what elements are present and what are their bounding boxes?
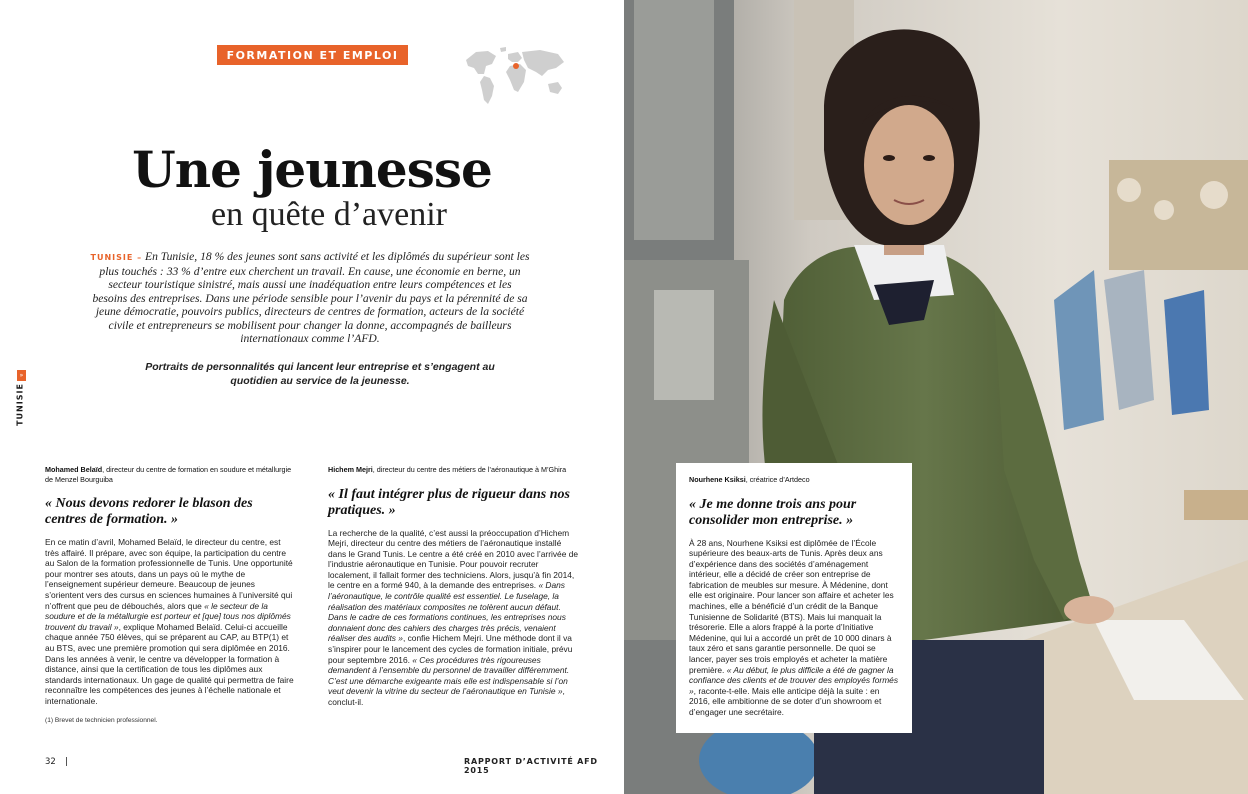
page-subtitle: en quête d’avenir	[211, 196, 447, 233]
footer-separator	[66, 757, 67, 766]
byline	[45, 465, 295, 484]
byline-role: , créatrice d’Artdeco	[745, 475, 810, 484]
byline-name: Nourhene Ksiksi	[689, 475, 746, 484]
side-tab	[14, 370, 28, 430]
body-text: , raconte-t-elle. Mais elle anticipe déjà la suite : en 2016, elle ambitionne de se doter d’un showroom et d’engager une secrétaire.	[689, 685, 882, 717]
body-text: , explique Mohamed Belaïd. Celui-ci accueille chaque année 750 élèves, qui se préparent au CAP, au BTP(1) et au BTS, avec une première promotion qui sera diplômée en 2016. Dans les années à venir, le centre va développer la formation à distance, ainsi que la certification de tous les diplômes aux standards internationaux. Un gage de qualité qui permettra de faire reconnaître les compétences des jeunes à l’échelle nationale et internationale.	[45, 621, 294, 706]
report-title: RAPPORT D’ACTIVITÉ AFD 2015	[464, 757, 598, 775]
pull-quote: « Nous devons redorer le blason des centres de formation. »	[45, 496, 253, 527]
byline-role: , directeur du centre de formation en soudure et métallurgie de Menzel Bourguiba	[45, 465, 292, 484]
side-tab-label: TUNISIE	[15, 383, 25, 426]
article-body	[689, 538, 899, 718]
body-text: La recherche de la qualité, c’est aussi la préoccupation d’Hichem Mejri, directeur du centre des métiers de l’aéronautique installé dans le Grand Tunis. Le centre a été créé en 2010 avec l’arrivée de l’industrie aéronautique en Tunisie. Pour pouvoir recruter localement, il fallait former des techniciens. Alors, jusqu’à fin 2014, le centre en a formé 940, à la demande des entreprises.	[328, 527, 579, 591]
body-quote: « Dans l’aéronautique, le contrôle qualité est essentiel. Le fuselage, la réalisation des matériaux composites ne tolèrent aucun défaut. Dans le cadre de ces formations continues, les entreprises nous donnaient donc des cahiers des charges très précis, venaient réaliser des audits »	[328, 580, 566, 644]
side-tab-badge: »	[17, 370, 26, 381]
right-page	[624, 0, 1248, 794]
column-belaid	[45, 465, 295, 724]
page-number-text: 32	[45, 757, 56, 767]
column-mejri	[328, 465, 580, 708]
body-quote: « Ces procédures très rigoureuses demandent à l’ensemble du personnel de travailler différemment. C’est une démarche exigeante mais elle est indispensable si l’on veut devenir la vitrine du secteur de l’aéronautique en Tunisie »	[328, 654, 570, 697]
body-quote: « Au début, le plus difficile a été de gagner la confiance des clients et de trouver des employés formés »	[689, 664, 899, 696]
byline-name: Hichem Mejri	[328, 465, 373, 474]
page-number	[45, 757, 67, 767]
body-text: À 28 ans, Nourhene Ksiksi est diplômée de l’École supérieure des beaux-arts de Tunis. Après deux ans d’expérience dans des sociétés d’aménagement intérieur, elle a décidé de créer son entreprise de fabrication de meubles sur mesure. À Médenine, dont elle est originaire. Pour lancer son affaire et acheter les machines, elle a bénéficié d’un crédit de la Banque Tunisienne de Solidarité (BTS). Mais lui manquait la trésorerie. Elle a alors frappé à la porte d’Initiative Médenine, qui lui a accordé un prêt de 10 000 dinars à taux zéro et sans garantie personnelle. De quoi se lancer, payer ses trois employés et acheter la matière première.	[689, 537, 894, 675]
intro-paragraph	[90, 250, 530, 346]
portraits-line: Portraits de personnalités qui lancent leur entreprise et s’engagent au quotidien au service de la jeunesse.	[145, 361, 495, 387]
body-text: , confie Hichem Mejri. Une méthode dont il va s’inspirer pour le lancement des cycles de formation initiale, prévu pour septembre 2016.	[328, 633, 573, 665]
quote-card	[676, 463, 912, 733]
body-text: , conclut-il.	[328, 686, 565, 707]
body-quote: « le secteur de la soudure et de la métallurgie est porteur et [que] tous nos diplômés trouvent du travail »	[45, 600, 291, 632]
body-text: En ce matin d’avril, Mohamed Belaïd, le directeur du centre, est très affairé. Il prépare, avec son équipe, la participation du centre au Salon de la formation professionnelle de Tunis. Une opportunité pour montrer ses atouts, dans un pays où le mythe de l’enseignement supérieur demeure. Beaucoup de jeunes s’orientent vers des cursus en sciences humaines à l’université qui n’offrent que peu de débouchés, alors que	[45, 537, 293, 611]
byline-role: , directeur du centre des métiers de l’aéronautique à M’Ghira	[372, 465, 567, 474]
article-body	[328, 528, 580, 708]
byline	[328, 465, 580, 475]
intro-text: En Tunisie, 18 % des jeunes sont sans activité et les diplômés du supérieur sont les plus touchés : 33 % d’entre eux cherchent un travail. En cause, une économie en berne, un secteur touristique sinistré, mais aussi une inadéquation entre leurs compétences et les besoins des entreprises. Dans une période sensible pour l’avenir du pays et la pérennité de sa jeune démocratie, pouvoirs publics, directeurs de centres de formation, acteurs de la société civile et entrepreneurs se mobilisent pour changer la donne, accompagnés de bailleurs internationaux comme l’AFD.	[92, 250, 530, 345]
page-title: Une jeunesse	[132, 140, 492, 199]
pull-quote: « Je me donne trois ans pour consolider mon entreprise. »	[689, 496, 857, 528]
pull-quote: « Il faut intégrer plus de rigueur dans nos pratiques. »	[328, 486, 570, 518]
footnote: (1) Brevet de technicien professionnel.	[45, 716, 158, 724]
world-map-icon	[462, 44, 572, 108]
intro-lead: TUNISIE –	[90, 253, 143, 262]
byline	[689, 475, 899, 485]
section-tag: FORMATION ET EMPLOI	[217, 45, 408, 65]
byline-name: Mohamed Belaïd	[45, 465, 103, 474]
article-body	[45, 537, 295, 707]
